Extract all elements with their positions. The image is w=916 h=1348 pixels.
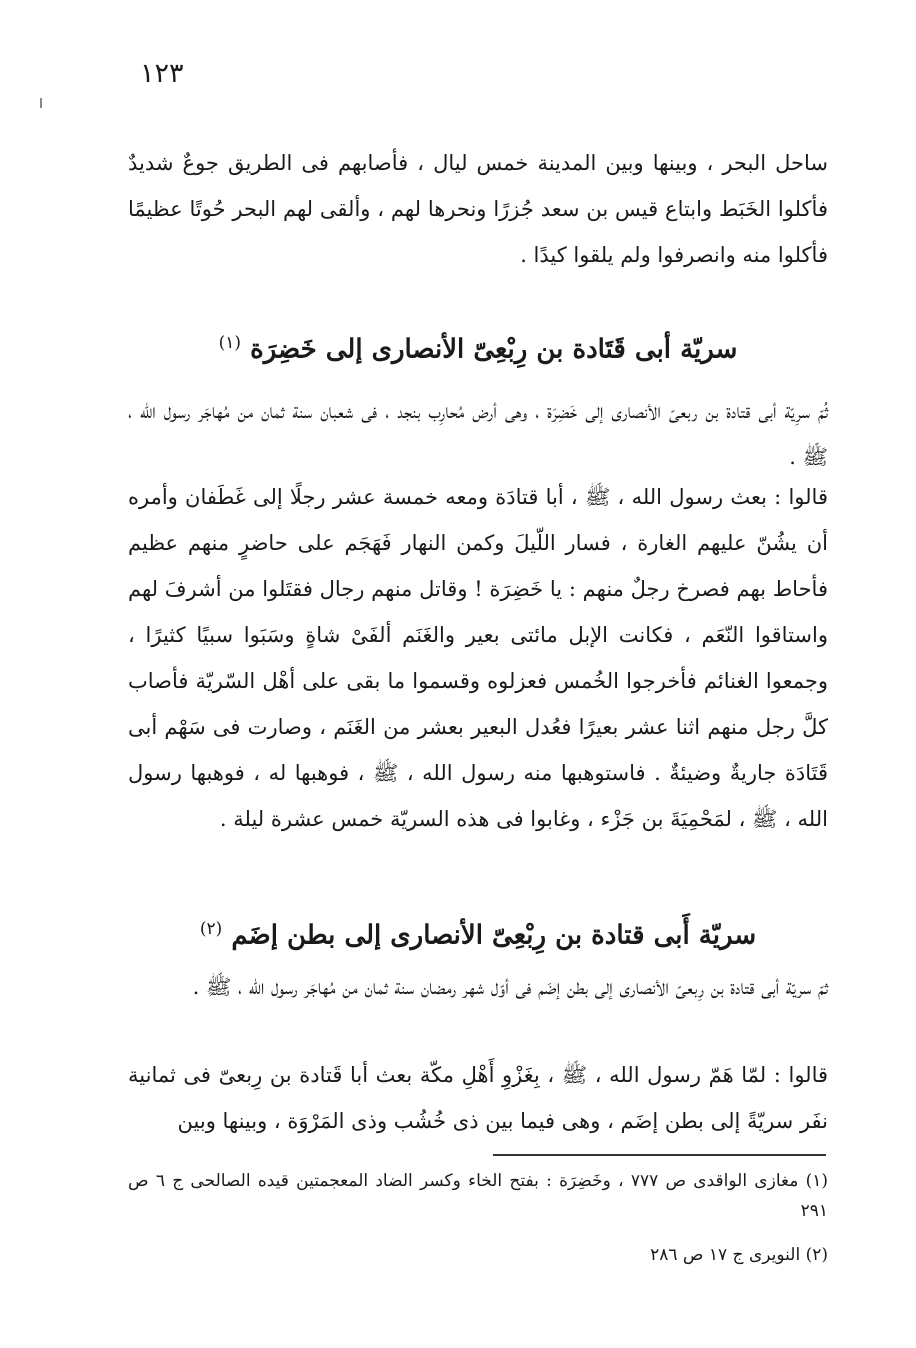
section1-paragraph2: قالوا : بعث رسول الله ، ﷺ ، أبا قتادَة ومعه خمسة عشر رجلًا إلى غَطَفان وأمره أن يشُنّ عليهم الغارة ، فسار اللّيلَ وكمن النهار فَهَجَم على حاضرٍ منهم عظيم فأحاط بهم فصرخ رجلٌ منهم : يا خَضِرَة ! وقاتل منهم رجال فقتَلوا من أشرفَ لهم واستاقوا النّعَم ، فكانت الإبل مائتى بعير والغَنَم ألفَىْ شاةٍ وسَبَوا سبيًا كثيرًا ، وجمعوا الغنائم فأخرجوا الخُمس فعزلوه وقسموا ما بقى على أهْل السّريّة فأصاب كلَّ رجل منهم اثنا عشر بعيرًا فعُدل البعير بعشر من الغَنَم ، وصارت فى سَهْم أبى قَتَادَة جاريةٌ وضيئةٌ . فاستوهبها منه رسول الله ، ﷺ ، فوهبها له ، فوهبها رسول الله ، ﷺ ، لمَحْمِيَةَ بن جَزْء ، وغابوا فى هذه السريّة خمس عشرة ليلة . [128, 485, 828, 831]
section2-heading [128, 904, 828, 954]
section1-title: سريّة أبى قَتَادة بن رِبْعِىّ الأنصارى إلى خَضِرَة [250, 334, 738, 365]
page-number: ١٢٣ [140, 58, 184, 89]
section1-paragraph1: ثُمّ سرِيّة أبى قتادة بن ربعىّ الأنصارى إلى خَضِرَة ، وهى أرض مُحارِب بنجد ، فى شعبان سنة ثمان من مُهاجَر رسول الله ، ﷺ . [128, 399, 828, 469]
section1-footnote-ref: (١) [218, 333, 242, 353]
section2-title: سريّة أَبى قتادة بن رِبْعِىّ الأنصارى إلى بطن إضَم [231, 920, 757, 951]
section1-heading [128, 318, 828, 368]
margin-mark [40, 98, 42, 108]
footnote-2: (٢) النويرى ج ١٧ ص ٢٨٦ [650, 1245, 828, 1265]
footnote-divider [493, 1154, 826, 1156]
section2-paragraph1: ثمّ سريّة أبى قتادة بن رِبعىّ الأنصارى إلى بطن إضَم فى أوّل شهر رمضان سنة ثمان من مُهاجَر رسول الله ، ﷺ . [192, 975, 828, 999]
footnote-1: (١) مغازى الواقدى ص ٧٧٧ ، وخَضِرَة : بفتح الخاء وكسر الضاد المعجمتين قيده الصالحى ج ٦ ص ٢٩١ [128, 1171, 828, 1221]
section2-paragraph2: قالوا : لمّا هَمّ رسول الله ، ﷺ ، بِغَزْوِ أَهْلِ مكّة بعث أبا قَتادة بن رِبعىّ فى ثمانية نفَر سريّةً إلى بطن إضَم ، وهى فيما بين ذى خُشُب وذى المَرْوَة ، وبينها وبين [128, 1063, 828, 1133]
intro-paragraph: ساحل البحر ، وبينها وبين المدينة خمس ليال ، فأصابهم فى الطريق جوعٌ شديدٌ فأكلوا الخَبَط وابتاع قيس بن سعد جُزرًا ونحرها لهم ، وألقى لهم البحر حُوتًا عظيمًا فأكلوا منه وانصرفوا ولم يلقوا كيدًا . [128, 151, 828, 267]
section2-footnote-ref: (٢) [199, 919, 223, 939]
